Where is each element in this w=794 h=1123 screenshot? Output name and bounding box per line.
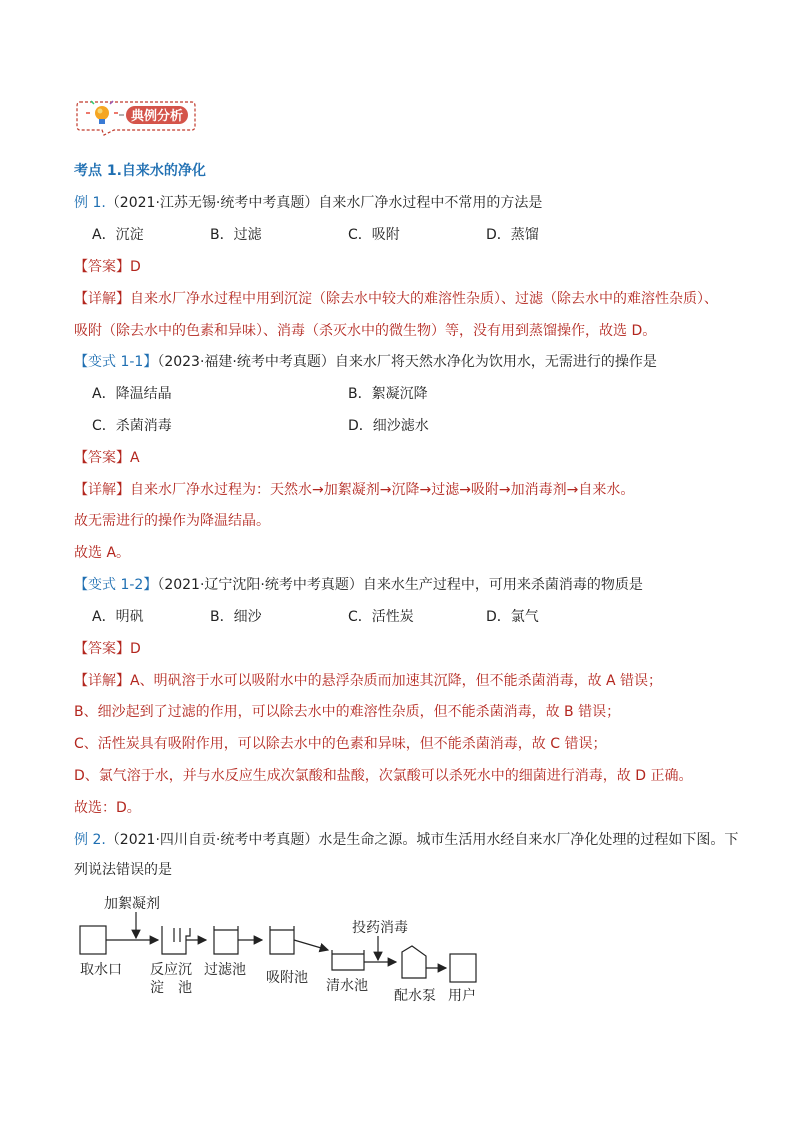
- example-2-tag: 例 2.: [74, 832, 106, 848]
- ex1-option-d: D．蒸馏: [486, 227, 539, 243]
- ex1-detail-1: [74, 289, 718, 309]
- answer-tag: 【答案】: [74, 641, 130, 657]
- var12-detail-5: 故选：D。: [74, 800, 141, 816]
- detail-text: 自来水厂净水过程为：天然水→加絮凝剂→沉降→过滤→吸附→加消毒剂→自来水。: [130, 482, 635, 498]
- answer-value: D: [130, 259, 141, 275]
- variant-1-2-stem: [74, 575, 643, 595]
- variant-1-1-stem: [74, 352, 657, 372]
- pump-shape: [402, 946, 426, 978]
- label-react-2: 淀 池: [150, 980, 192, 996]
- badge-label: 典例分析: [130, 109, 184, 124]
- var11-option-c: C．杀菌消毒: [92, 418, 172, 434]
- label-pump: 配水泵: [394, 988, 436, 1004]
- var12-answer: [74, 639, 141, 659]
- label-react-1: 反应沉: [150, 962, 192, 978]
- example-1-stem: [74, 193, 542, 213]
- clear-water-tank: [332, 950, 364, 970]
- ex1-option-c: C．吸附: [348, 227, 400, 243]
- answer-tag: 【答案】: [74, 450, 130, 466]
- ex1-detail-2: 吸附（除去水中的色素和异味）、消毒（杀灭水中的微生物）等，没有用到蒸馏操作，故选 D。: [74, 323, 657, 339]
- answer-tag: 【答案】: [74, 259, 130, 275]
- variant-1-2-text: （2021·辽宁沈阳·统考中考真题）自来水生产过程中，可用来杀菌消毒的物质是: [157, 577, 643, 593]
- var12-option-b: B．细沙: [210, 609, 262, 625]
- detail-tag: 【详解】: [74, 291, 130, 307]
- example-2-stem: [74, 830, 738, 850]
- var12-detail-1: [74, 671, 662, 691]
- detail-text: A、明矾溶于水可以吸附水中的悬浮杂质而加速其沉降，但不能杀菌消毒，故 A 错误；: [130, 673, 663, 689]
- label-clear: 清水池: [326, 978, 368, 994]
- ex1-option-b: B．过滤: [210, 227, 262, 243]
- label-add-flocculant: 加絮凝剂: [104, 896, 160, 912]
- answer-value: A: [130, 450, 140, 466]
- example-1-text: （2021·江苏无锡·统考中考真题）自来水厂净水过程中不常用的方法是: [105, 195, 543, 211]
- topic-heading: 考点 1.自来水的净化: [74, 163, 206, 179]
- water-treatment-diagram: [74, 892, 494, 1012]
- detail-tag: 【详解】: [74, 482, 130, 498]
- label-user: 用户: [448, 988, 476, 1004]
- var11-option-b: B．絮凝沉降: [348, 386, 428, 402]
- label-add-disinfect: 投药消毒: [352, 920, 408, 936]
- example-2-text: （2021·四川自贡·统考中考真题）水是生命之源。城市生活用水经自来水厂净化处理的过程如下图。下: [105, 832, 739, 848]
- variant-1-1-text: （2023·福建·统考中考真题）自来水厂将天然水净化为饮用水，无需进行的操作是: [157, 354, 657, 370]
- intake-box: [80, 926, 106, 954]
- label-adsorb: 吸附池: [266, 970, 308, 986]
- detail-text: 自来水厂净水过程中用到沉淀（除去水中较大的难溶性杂质）、过滤（除去水中的难溶性杂质）、: [130, 291, 718, 307]
- var12-option-a: A．明矾: [92, 609, 144, 625]
- reaction-tank: [162, 926, 190, 954]
- var11-option-a: A．降温结晶: [92, 386, 172, 402]
- user-box: [450, 954, 476, 982]
- variant-1-2-tag: 【变式 1-2】: [74, 577, 158, 593]
- label-filter: 过滤池: [204, 962, 246, 978]
- var11-answer: [74, 448, 140, 468]
- var12-option-d: D．氯气: [486, 609, 539, 625]
- var11-detail-2: 故无需进行的操作为降温结晶。: [74, 513, 270, 529]
- ex1-answer: [74, 257, 141, 277]
- var11-detail-1: [74, 480, 634, 500]
- variant-1-1-tag: 【变式 1-1】: [74, 354, 158, 370]
- var12-detail-3: C、活性炭具有吸附作用，可以除去水中的色素和异味，但不能杀菌消毒，故 C 错误；: [74, 736, 607, 752]
- label-intake: 取水口: [80, 962, 122, 978]
- var12-detail-4: D、氯气溶于水，并与水反应生成次氯酸和盐酸，次氯酸可以杀死水中的细菌进行消毒，故 D 正确。: [74, 768, 693, 784]
- detail-tag: 【详解】: [74, 673, 130, 689]
- example-2-stem-cont: 列说法错误的是: [74, 862, 172, 878]
- example-1-tag: 例 1.: [74, 195, 106, 211]
- var12-detail-2: B、细沙起到了过滤的作用，可以除去水中的难溶性杂质，但不能杀菌消毒，故 B 错误；: [74, 704, 621, 720]
- var12-option-c: C．活性炭: [348, 609, 414, 625]
- var11-option-d: D．细沙滤水: [348, 418, 429, 434]
- ex1-option-a: A．沉淀: [92, 227, 144, 243]
- var11-detail-3: 故选 A。: [74, 545, 131, 561]
- example-analysis-badge: [74, 98, 198, 136]
- answer-value: D: [130, 641, 141, 657]
